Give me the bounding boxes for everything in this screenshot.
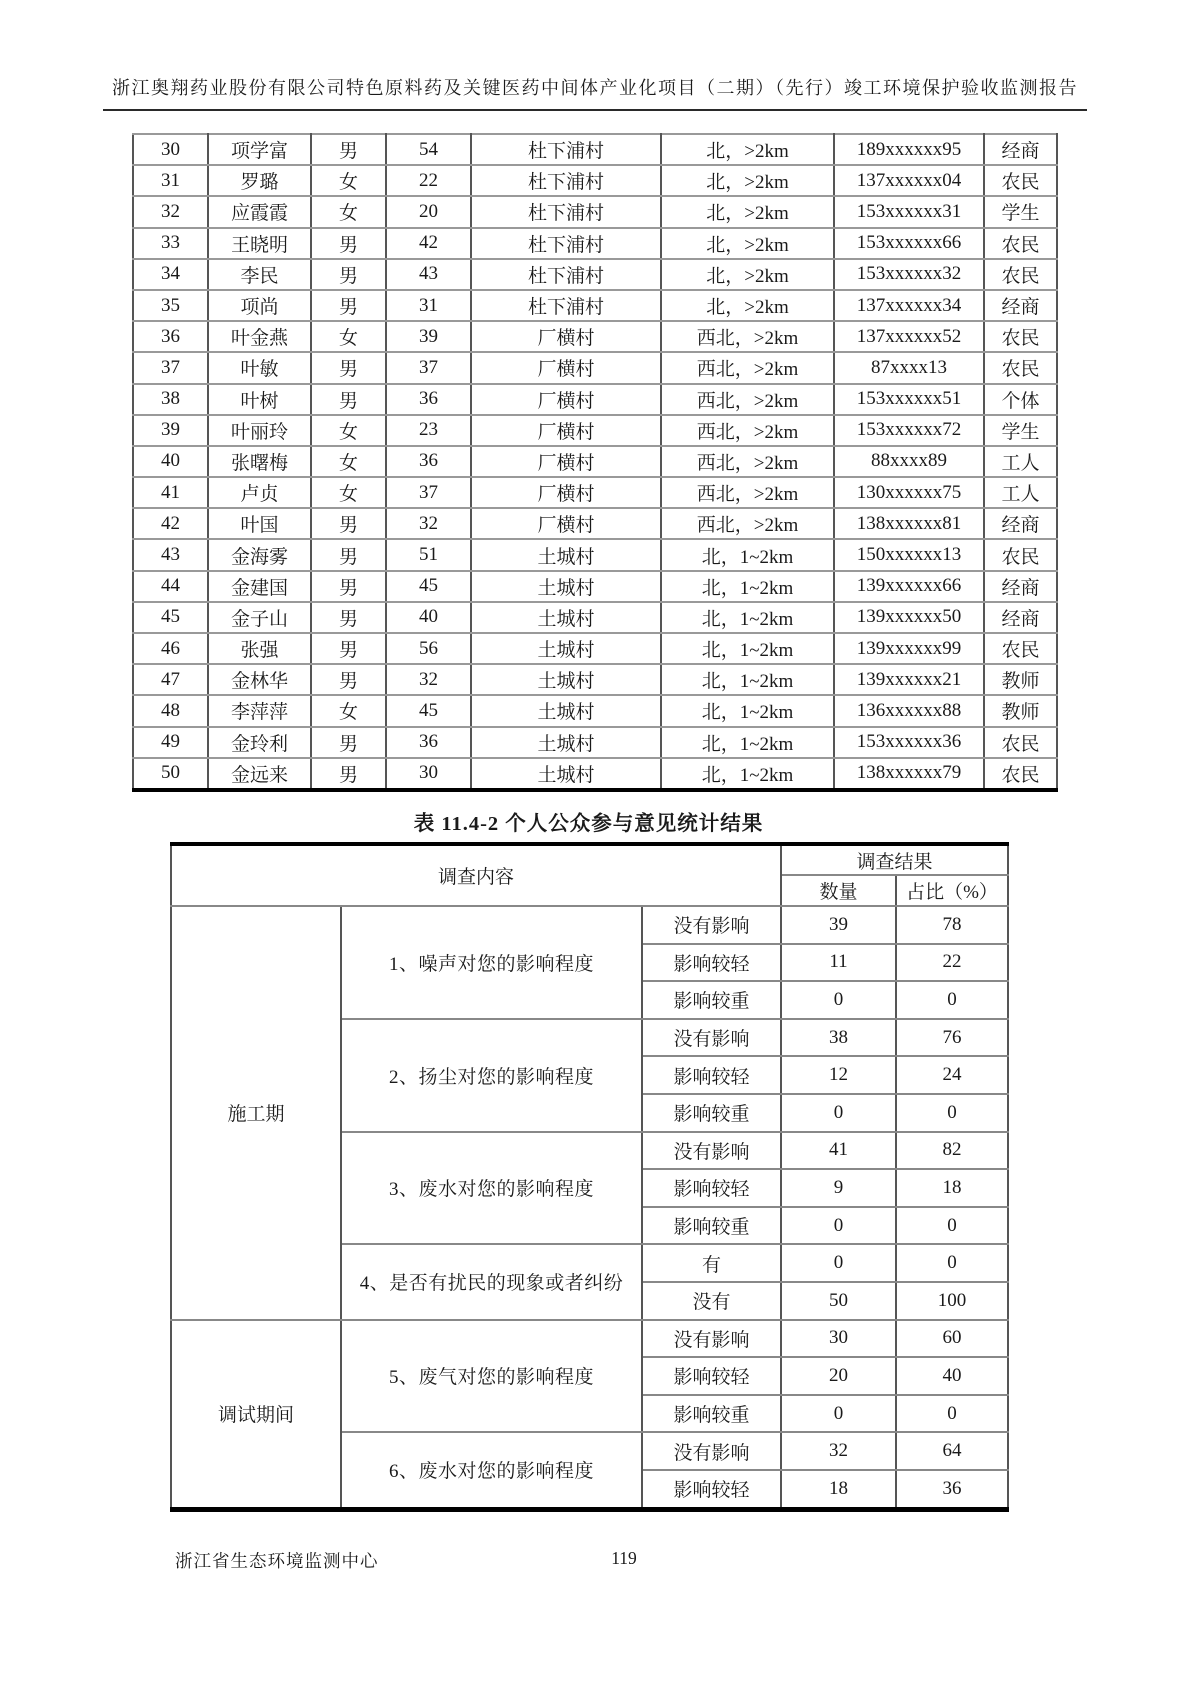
respondent-occupation: 工人 [984,477,1057,508]
count-cell: 0 [781,1207,896,1245]
respondent-village: 杜下浦村 [471,228,661,259]
stats-table [170,842,1009,1512]
respondent-direction-distance: 北，>2km [661,228,834,259]
respondent-direction-distance: 北，1~2km [661,633,834,664]
respondent-phone: 137xxxxxx34 [834,290,984,321]
respondent-gender: 男 [311,134,386,165]
respondent-phone: 138xxxxxx79 [834,758,984,790]
respondent-age: 36 [386,727,471,758]
percent-cell: 0 [896,1395,1008,1433]
stats-row [171,906,1008,944]
respondent-name: 叶敏 [208,352,311,383]
respondent-no: 46 [133,633,208,664]
respondent-gender: 男 [311,571,386,602]
respondent-row [133,539,1057,570]
respondent-village: 厂横村 [471,321,661,352]
respondent-row [133,571,1057,602]
respondent-village: 杜下浦村 [471,259,661,290]
percent-cell: 24 [896,1056,1008,1094]
respondent-village: 土城村 [471,602,661,633]
count-cell: 20 [781,1357,896,1395]
respondent-direction-distance: 西北，>2km [661,508,834,539]
question-cell: 6、废水对您的影响程度 [341,1432,642,1509]
respondent-no: 42 [133,508,208,539]
col-header-count: 数量 [781,875,896,906]
respondent-village: 土城村 [471,571,661,602]
respondent-gender: 女 [311,446,386,477]
respondent-direction-distance: 北，>2km [661,134,834,165]
option-cell: 有 [642,1244,781,1282]
percent-cell: 60 [896,1320,1008,1358]
respondent-age: 37 [386,477,471,508]
respondent-no: 45 [133,602,208,633]
respondent-name: 金玲利 [208,727,311,758]
percent-cell: 76 [896,1019,1008,1057]
respondent-direction-distance: 西北，>2km [661,446,834,477]
respondent-direction-distance: 西北，>2km [661,321,834,352]
respondent-gender: 女 [311,165,386,196]
respondent-name: 叶国 [208,508,311,539]
respondent-occupation: 经商 [984,571,1057,602]
respondent-occupation: 农民 [984,539,1057,570]
col-header-survey-content: 调查内容 [171,844,781,906]
respondent-row [133,165,1057,196]
option-cell: 影响较轻 [642,944,781,982]
respondent-row [133,727,1057,758]
respondent-name: 张强 [208,633,311,664]
respondent-age: 45 [386,695,471,726]
respondent-row [133,196,1057,227]
stats-table-head [171,844,1008,906]
percent-cell: 36 [896,1470,1008,1509]
respondent-age: 36 [386,446,471,477]
percent-cell: 0 [896,1207,1008,1245]
respondent-village: 土城村 [471,758,661,790]
respondent-age: 32 [386,508,471,539]
respondent-name: 金远来 [208,758,311,790]
count-cell: 38 [781,1019,896,1057]
respondent-occupation: 个体 [984,384,1057,415]
respondent-age: 20 [386,196,471,227]
count-cell: 0 [781,1395,896,1433]
respondent-no: 34 [133,259,208,290]
respondent-village: 厂横村 [471,446,661,477]
respondent-no: 35 [133,290,208,321]
respondent-gender: 男 [311,352,386,383]
respondent-village: 杜下浦村 [471,134,661,165]
stats-row [171,1320,1008,1358]
respondent-no: 48 [133,695,208,726]
col-header-survey-result: 调查结果 [781,844,1008,875]
respondent-phone: 139xxxxxx66 [834,571,984,602]
respondent-direction-distance: 北，1~2km [661,727,834,758]
count-cell: 18 [781,1470,896,1509]
option-cell: 没有 [642,1282,781,1320]
respondent-no: 49 [133,727,208,758]
respondent-name: 李萍萍 [208,695,311,726]
respondent-occupation: 学生 [984,196,1057,227]
respondent-row [133,384,1057,415]
respondent-name: 金林华 [208,664,311,695]
respondent-direction-distance: 西北，>2km [661,352,834,383]
respondent-village: 厂横村 [471,352,661,383]
respondent-no: 38 [133,384,208,415]
respondent-occupation: 工人 [984,446,1057,477]
option-cell: 影响较重 [642,1395,781,1433]
respondent-phone: 153xxxxxx36 [834,727,984,758]
respondent-no: 33 [133,228,208,259]
count-cell: 0 [781,1244,896,1282]
respondent-village: 厂横村 [471,508,661,539]
percent-cell: 0 [896,1094,1008,1132]
respondent-direction-distance: 北，1~2km [661,695,834,726]
respondent-direction-distance: 北，1~2km [661,571,834,602]
respondent-village: 厂横村 [471,477,661,508]
respondent-gender: 男 [311,727,386,758]
respondent-row [133,602,1057,633]
respondent-row [133,758,1057,790]
respondent-phone: 137xxxxxx04 [834,165,984,196]
respondent-gender: 女 [311,196,386,227]
respondent-village: 杜下浦村 [471,196,661,227]
respondents-table [132,133,1058,792]
respondent-gender: 男 [311,508,386,539]
percent-cell: 18 [896,1169,1008,1207]
respondent-occupation: 农民 [984,352,1057,383]
respondent-age: 22 [386,165,471,196]
respondent-direction-distance: 北，1~2km [661,664,834,695]
option-cell: 影响较轻 [642,1357,781,1395]
respondent-occupation: 农民 [984,321,1057,352]
question-cell: 4、是否有扰民的现象或者纠纷 [341,1244,642,1319]
option-cell: 影响较轻 [642,1470,781,1509]
respondent-row [133,259,1057,290]
respondent-phone: 88xxxx89 [834,446,984,477]
respondent-occupation: 经商 [984,508,1057,539]
count-cell: 32 [781,1432,896,1470]
respondent-direction-distance: 北，>2km [661,259,834,290]
respondent-no: 43 [133,539,208,570]
respondent-age: 40 [386,602,471,633]
respondent-phone: 130xxxxxx75 [834,477,984,508]
question-cell: 2、扬尘对您的影响程度 [341,1019,642,1132]
respondent-phone: 87xxxx13 [834,352,984,383]
respondent-village: 土城村 [471,695,661,726]
respondent-direction-distance: 西北，>2km [661,477,834,508]
count-cell: 50 [781,1282,896,1320]
question-cell: 5、废气对您的影响程度 [341,1320,642,1433]
respondent-row [133,415,1057,446]
respondent-phone: 153xxxxxx66 [834,228,984,259]
period-cell: 调试期间 [171,1320,341,1509]
respondent-gender: 男 [311,539,386,570]
respondent-no: 37 [133,352,208,383]
respondent-no: 32 [133,196,208,227]
respondent-direction-distance: 北，>2km [661,290,834,321]
respondent-row [133,321,1057,352]
respondent-name: 卢贞 [208,477,311,508]
respondent-direction-distance: 北，1~2km [661,602,834,633]
respondent-occupation: 学生 [984,415,1057,446]
respondent-gender: 男 [311,259,386,290]
respondent-direction-distance: 北，>2km [661,196,834,227]
respondent-direction-distance: 西北，>2km [661,415,834,446]
respondent-phone: 139xxxxxx50 [834,602,984,633]
respondent-gender: 女 [311,695,386,726]
percent-cell: 82 [896,1132,1008,1170]
respondent-age: 45 [386,571,471,602]
respondent-age: 32 [386,664,471,695]
respondent-row [133,228,1057,259]
count-cell: 11 [781,944,896,982]
option-cell: 没有影响 [642,906,781,944]
respondent-direction-distance: 北，>2km [661,165,834,196]
respondent-row [133,352,1057,383]
respondent-name: 应霞霞 [208,196,311,227]
respondent-village: 厂横村 [471,384,661,415]
percent-cell: 64 [896,1432,1008,1470]
respondent-name: 王晓明 [208,228,311,259]
respondent-name: 叶金燕 [208,321,311,352]
percent-cell: 22 [896,944,1008,982]
page-number: 119 [611,1548,637,1568]
respondent-age: 43 [386,259,471,290]
respondent-no: 44 [133,571,208,602]
respondent-name: 叶丽玲 [208,415,311,446]
respondent-no: 30 [133,134,208,165]
respondent-occupation: 农民 [984,633,1057,664]
respondent-occupation: 农民 [984,165,1057,196]
option-cell: 没有影响 [642,1320,781,1358]
respondent-name: 金子山 [208,602,311,633]
respondent-row [133,508,1057,539]
count-cell: 9 [781,1169,896,1207]
count-cell: 30 [781,1320,896,1358]
respondent-gender: 女 [311,415,386,446]
respondent-gender: 女 [311,477,386,508]
respondent-age: 42 [386,228,471,259]
respondent-phone: 153xxxxxx32 [834,259,984,290]
percent-cell: 0 [896,1244,1008,1282]
respondents-tbody [133,134,1057,790]
respondent-phone: 137xxxxxx52 [834,321,984,352]
respondent-gender: 男 [311,602,386,633]
respondent-age: 23 [386,415,471,446]
respondent-gender: 男 [311,228,386,259]
respondent-age: 36 [386,384,471,415]
option-cell: 没有影响 [642,1132,781,1170]
respondent-phone: 189xxxxxx95 [834,134,984,165]
option-cell: 没有影响 [642,1432,781,1470]
option-cell: 影响较重 [642,1207,781,1245]
count-cell: 39 [781,906,896,944]
period-cell: 施工期 [171,906,341,1320]
option-cell: 影响较重 [642,1094,781,1132]
count-cell: 41 [781,1132,896,1170]
respondent-village: 厂横村 [471,415,661,446]
respondent-direction-distance: 西北，>2km [661,384,834,415]
respondent-no: 31 [133,165,208,196]
option-cell: 影响较重 [642,981,781,1019]
respondent-village: 土城村 [471,633,661,664]
respondent-occupation: 教师 [984,695,1057,726]
respondent-village: 杜下浦村 [471,290,661,321]
respondent-village: 土城村 [471,539,661,570]
respondent-gender: 男 [311,758,386,790]
respondent-gender: 男 [311,664,386,695]
respondent-gender: 女 [311,321,386,352]
respondent-name: 罗璐 [208,165,311,196]
respondent-occupation: 农民 [984,259,1057,290]
respondent-phone: 139xxxxxx99 [834,633,984,664]
respondent-gender: 男 [311,633,386,664]
report-title: 浙江奥翔药业股份有限公司特色原料药及关键医药中间体产业化项目（二期）（先行）竣工环境保护验收监测报告 [112,78,1078,98]
respondent-occupation: 教师 [984,664,1057,695]
respondent-row [133,446,1057,477]
respondent-name: 张曙梅 [208,446,311,477]
respondent-age: 37 [386,352,471,383]
respondent-name: 项学富 [208,134,311,165]
respondent-direction-distance: 北，1~2km [661,539,834,570]
respondent-phone: 139xxxxxx21 [834,664,984,695]
respondent-phone: 150xxxxxx13 [834,539,984,570]
percent-cell: 40 [896,1357,1008,1395]
respondent-age: 54 [386,134,471,165]
respondent-name: 李民 [208,259,311,290]
respondent-name: 金建国 [208,571,311,602]
respondent-no: 40 [133,446,208,477]
respondent-village: 土城村 [471,664,661,695]
respondent-village: 杜下浦村 [471,165,661,196]
respondent-age: 31 [386,290,471,321]
respondent-occupation: 经商 [984,290,1057,321]
option-cell: 没有影响 [642,1019,781,1057]
respondent-phone: 138xxxxxx81 [834,508,984,539]
respondent-gender: 男 [311,290,386,321]
respondent-occupation: 经商 [984,134,1057,165]
respondent-occupation: 经商 [984,602,1057,633]
count-cell: 0 [781,1094,896,1132]
question-cell: 3、废水对您的影响程度 [341,1132,642,1245]
count-cell: 12 [781,1056,896,1094]
question-cell: 1、噪声对您的影响程度 [341,906,642,1019]
respondent-occupation: 农民 [984,758,1057,790]
page-header [103,74,1087,111]
respondent-no: 50 [133,758,208,790]
percent-cell: 0 [896,981,1008,1019]
respondent-row [133,695,1057,726]
col-header-percent: 占比（%） [896,875,1008,906]
respondent-no: 36 [133,321,208,352]
respondent-phone: 153xxxxxx51 [834,384,984,415]
respondent-village: 土城村 [471,727,661,758]
respondent-direction-distance: 北，1~2km [661,758,834,790]
option-cell: 影响较轻 [642,1169,781,1207]
stats-tbody [171,906,1008,1509]
option-cell: 影响较轻 [642,1056,781,1094]
respondent-row [133,134,1057,165]
respondent-no: 47 [133,664,208,695]
respondent-age: 30 [386,758,471,790]
respondent-phone: 153xxxxxx72 [834,415,984,446]
respondent-occupation: 农民 [984,727,1057,758]
respondent-row [133,633,1057,664]
respondent-phone: 136xxxxxx88 [834,695,984,726]
respondent-age: 56 [386,633,471,664]
respondent-no: 41 [133,477,208,508]
respondent-age: 39 [386,321,471,352]
respondent-no: 39 [133,415,208,446]
count-cell: 0 [781,981,896,1019]
percent-cell: 100 [896,1282,1008,1320]
respondent-age: 51 [386,539,471,570]
respondent-row [133,477,1057,508]
stats-table-title: 表 11.4-2 个人公众参与意见统计结果 [413,813,764,835]
respondent-row [133,290,1057,321]
respondent-occupation: 农民 [984,228,1057,259]
respondent-name: 叶树 [208,384,311,415]
percent-cell: 78 [896,906,1008,944]
footer-organization: 浙江省生态环境监测中心 [175,1551,379,1571]
respondent-phone: 153xxxxxx31 [834,196,984,227]
respondent-row [133,664,1057,695]
respondent-gender: 男 [311,384,386,415]
respondent-name: 金海雾 [208,539,311,570]
respondent-name: 项尚 [208,290,311,321]
